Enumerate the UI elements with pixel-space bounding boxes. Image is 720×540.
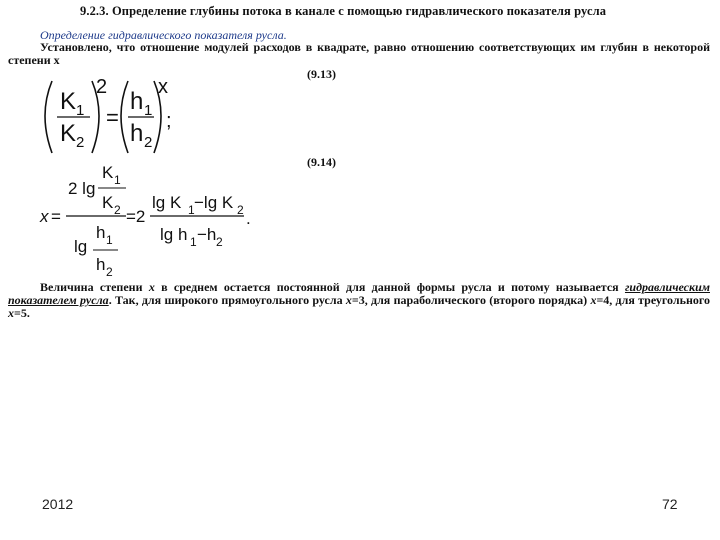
k1-letter: K <box>60 88 77 115</box>
para2-part3: . Так, для широкого прямоугольного русла <box>108 293 346 307</box>
para2-part5: =4, для треугольного <box>596 293 711 307</box>
x-variable: x <box>40 207 49 226</box>
h2-lower-letter: h <box>96 255 106 274</box>
h1-lower-subscript: 1 <box>106 233 113 247</box>
k1-top-letter: K <box>102 163 114 182</box>
para2-part2: в среднем остается постоянной для данной формы русла и потому называется <box>154 280 625 294</box>
rhs-k1-subscript: 1 <box>188 203 195 217</box>
k2-letter: K <box>60 120 77 147</box>
intro-paragraph: Установлено, что отношение модулей расходов в квадрате, равно отношению соответствующих им глубин в некоторой степени x <box>8 40 710 67</box>
k2-top-subscript: 2 <box>114 203 121 217</box>
power-x: x <box>158 76 168 98</box>
description-paragraph <box>8 281 710 320</box>
rhs-h1-subscript: 1 <box>190 235 197 249</box>
lg-lower-text: lg <box>74 237 88 256</box>
rhs-minus-h: −h <box>197 225 217 244</box>
footer-year: 2012 <box>42 496 74 512</box>
rhs-k2-subscript: 2 <box>237 203 244 217</box>
rhs-minus-lg-k: −lg K <box>194 193 234 212</box>
formula-9-14 <box>30 160 260 280</box>
h1-subscript: 1 <box>144 102 153 119</box>
para2-x2: x <box>345 293 352 307</box>
k1-top-subscript: 1 <box>114 173 121 187</box>
para2-term: гидравлическим показателем русла <box>8 280 710 307</box>
equals-sign-1: = <box>106 105 119 130</box>
k2-top-letter: K <box>102 193 114 212</box>
rhs-lg-h: lg h <box>160 225 188 244</box>
k1-subscript: 1 <box>76 102 85 119</box>
h1-lower-letter: h <box>96 223 106 242</box>
rhs-lg-k: lg K <box>152 193 182 212</box>
equals-sign-2: = <box>51 207 61 226</box>
equation-number-9-14: (9.14) <box>307 155 336 169</box>
paren-left-1 <box>45 81 52 153</box>
footer-page-number: 72 <box>662 496 678 512</box>
para2-part4: =3, для параболического (второго порядка) <box>351 293 591 307</box>
semicolon: ; <box>166 110 172 132</box>
equation-number-9-13: (9.13) <box>307 67 336 81</box>
h1-letter: h <box>130 88 144 115</box>
para2-x3: x <box>590 293 597 307</box>
section-heading: 9.2.3. Определение глубины потока в канале с помощью гидравлического показателя русла <box>80 4 607 18</box>
h2-subscript: 2 <box>144 134 153 151</box>
formula-9-13 <box>30 75 200 160</box>
power-2: 2 <box>96 76 108 98</box>
para2-x4: x <box>8 306 14 320</box>
equals-2-text: =2 <box>126 207 146 226</box>
para2-x1: x <box>148 280 155 294</box>
para2-part6: =5. <box>14 306 30 320</box>
h2-letter: h <box>130 120 144 147</box>
para2-part1: Величина степени <box>40 280 149 294</box>
two-lg-text: 2 lg <box>68 179 96 198</box>
h2-lower-subscript: 2 <box>106 265 113 279</box>
paren-left-2 <box>121 81 128 153</box>
period: . <box>246 209 251 228</box>
rhs-h2-subscript: 2 <box>216 235 223 249</box>
subsection-heading: Определение гидравлического показателя русла. <box>40 28 287 42</box>
k2-subscript: 2 <box>76 134 85 151</box>
